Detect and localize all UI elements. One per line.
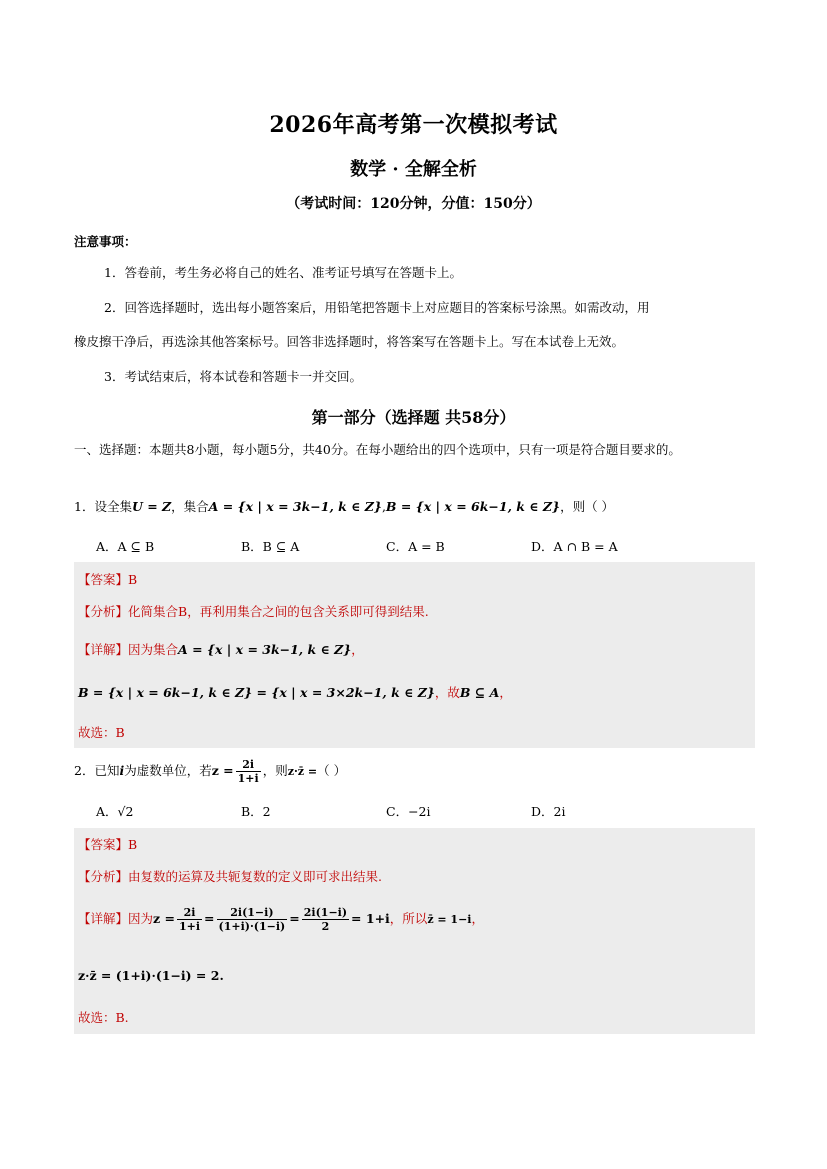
q2-frac-num: 2i — [236, 758, 261, 772]
note-item-2: 2．回答选择题时，选出每小题答案后，用铅笔把答题卡上对应题目的答案标号涂黑。如需改动，用 — [104, 300, 650, 315]
note-item-1: 1．答卷前，考生务必将自己的姓名、准考证号填写在答题卡上。 — [104, 265, 462, 280]
q1-mid: ，集合 — [171, 499, 209, 514]
q1-set-a: A = {x | x = 3k−1, k ∈ Z} — [208, 499, 382, 514]
q2-f2-den: (1+i)·(1−i) — [218, 920, 286, 933]
q1-analysis-tag: 【分析】 — [78, 604, 129, 619]
q2-option-b[interactable]: B．2 — [241, 804, 271, 819]
q1-option-b[interactable]: B．B ⊆ A — [241, 539, 300, 554]
q1-detail-tag: 【详解】 — [78, 642, 129, 657]
q2-suffix-1: ，则 — [262, 763, 288, 778]
q2-analysis-tag: 【分析】 — [78, 869, 129, 884]
q1-prefix: 1．设全集 — [74, 499, 132, 514]
q2-option-d[interactable]: D．2i — [531, 804, 566, 819]
q2-detail-frac-2 — [217, 906, 288, 933]
q2-detail-frac-3 — [302, 906, 349, 933]
q1-analysis — [78, 602, 429, 620]
q1-conclusion: 故选：B — [78, 725, 125, 740]
q2-f1-num: 2i — [177, 906, 202, 920]
q2-detail-tag: 【详解】 — [78, 911, 129, 926]
q1-options — [96, 537, 736, 555]
q2-eq-2: = — [289, 911, 300, 926]
q2-zz: z·z̄ = — [287, 765, 318, 778]
q1-detail-end: ， — [351, 642, 364, 657]
q1-detail-mid: ，故 — [434, 685, 460, 700]
q2-suffix-2: （ ） — [317, 763, 347, 778]
q2-conclusion: 故选：B. — [78, 1010, 129, 1025]
q2-option-a[interactable]: A．√2 — [96, 804, 134, 819]
q1-detail-text: 因为集合 — [128, 642, 179, 657]
q1-answer-tag: 【答案】 — [78, 572, 129, 587]
q2-detail-text: 因为 — [128, 911, 154, 926]
page-title: 2026年高考第一次模拟考试 — [269, 112, 558, 138]
q1-analysis-text: 化简集合B，再利用集合之间的包含关系即可得到结果. — [128, 604, 429, 619]
q2-i: i — [119, 763, 125, 778]
q2-answer-tag: 【答案】 — [78, 837, 129, 852]
q2-end: ， — [471, 911, 484, 926]
q1-answer — [78, 570, 137, 588]
q2-z-eq: z = — [211, 763, 234, 778]
q1-universal-set: U = Z — [131, 499, 172, 514]
q1-suffix: ，则（ ） — [560, 499, 615, 514]
q1-option-d[interactable]: D．A ∩ B = A — [531, 539, 618, 554]
q2-f3-num: 2i(1−i) — [303, 906, 348, 919]
q2-line-2-math: z·z̄ = (1+i)·(1−i) = 2. — [78, 968, 224, 983]
notes-label: 注意事项： — [74, 234, 137, 249]
q1-detail — [78, 640, 364, 658]
q1-detail-line-2 — [78, 683, 512, 701]
q2-result: = 1+i — [351, 911, 390, 926]
question-1 — [74, 497, 614, 515]
question-2 — [74, 758, 346, 785]
page-subtitle: 数学 · 全解全析 — [350, 159, 477, 180]
q1-answer-value: B — [128, 572, 138, 587]
q2-conj: z̄ = 1−i — [427, 913, 472, 926]
section-intro: 一、选择题：本题共8小题，每小题5分，共40分。在每小题给出的四个选项中，只有一项是符合题目要求的。 — [74, 442, 681, 457]
q2-fraction — [236, 758, 261, 785]
q2-frac-den: 1+i — [237, 772, 259, 785]
q1-detail-math-2: B = {x | x = 6k−1, k ∈ Z} = {x | x = 3×2k−1, k ∈ Z} — [78, 685, 435, 700]
q2-solution-box — [74, 828, 755, 1034]
q1-set-b: B = {x | x = 6k−1, k ∈ Z} — [385, 499, 561, 514]
q2-detail-frac-1 — [177, 906, 202, 933]
q2-options — [96, 802, 736, 820]
section-title: 第一部分（选择题 共58分） — [311, 408, 516, 427]
q2-answer — [78, 835, 137, 853]
q2-so: ，所以 — [389, 911, 428, 926]
q1-detail-math-3: B ⊆ A — [459, 685, 500, 700]
q1-option-c[interactable]: C．A = B — [386, 539, 445, 554]
note-item-2-cont: 橡皮擦干净后，再选涂其他答案标号。回答非选择题时，将答案写在答题卡上。写在本试卷上无效。 — [74, 334, 625, 349]
q2-f2-num: 2i(1−i) — [217, 906, 288, 920]
q2-option-c[interactable]: C．−2i — [386, 804, 431, 819]
q1-comma: , — [381, 499, 386, 514]
q2-analysis — [78, 867, 382, 885]
q2-f3-den: 2 — [321, 920, 330, 933]
q2-f1-den: 1+i — [178, 920, 201, 933]
q1-option-a[interactable]: A．A ⊆ B — [96, 539, 155, 554]
q2-detail-line-2 — [78, 968, 224, 983]
q1-detail-math: A = {x | x = 3k−1, k ∈ Z} — [178, 642, 352, 657]
q2-analysis-text: 由复数的运算及共轭复数的定义即可求出结果. — [128, 869, 382, 884]
q2-prefix: 2．已知 — [74, 763, 120, 778]
q2-detail-z: z = — [153, 911, 175, 926]
note-item-3: 3．考试结束后，将本试卷和答题卡一并交回。 — [104, 369, 362, 384]
exam-meta: （考试时间：120分钟，分值：150分） — [286, 196, 541, 212]
q2-mid: 为虚数单位，若 — [124, 763, 212, 778]
q1-solution-box — [74, 562, 755, 748]
q1-detail-end-2: ， — [499, 685, 512, 700]
q2-answer-value: B — [128, 837, 138, 852]
q2-detail — [78, 906, 484, 933]
q2-eq-1: = — [204, 911, 215, 926]
